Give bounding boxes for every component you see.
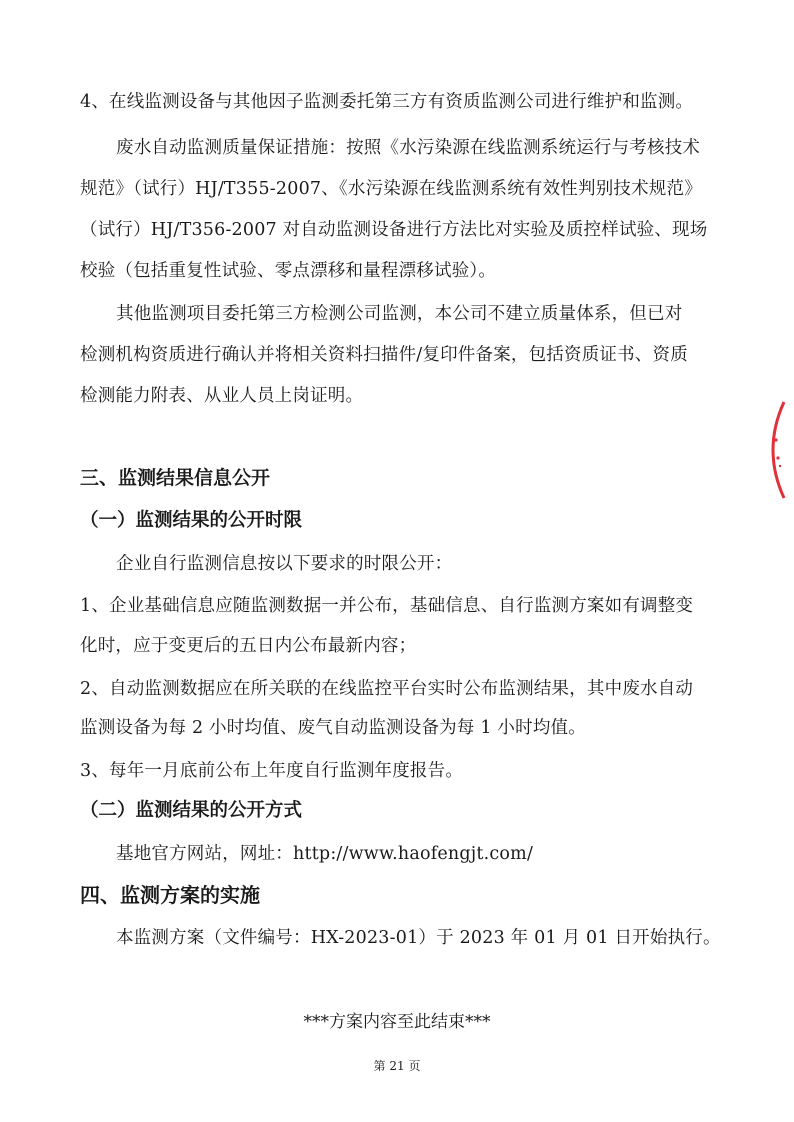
implementation-line: 本监测方案（文件编号：HX-2023-01）于 2023 年 01 月 01 日开始执行。 bbox=[116, 928, 721, 948]
third-party-paragraph-line2: 检测机构资质进行确认并将相关资料扫描件/复印件备案，包括资质证书、资质 bbox=[80, 345, 688, 365]
section4-heading: 四、监测方案的实施 bbox=[80, 883, 260, 907]
qa-paragraph-line1: 废水自动监测质量保证措施：按照《水污染源在线监测系统运行与考核技术 bbox=[116, 138, 701, 158]
qa-paragraph-line4: 校验（包括重复性试验、零点漂移和量程漂移试验）。 bbox=[80, 261, 497, 281]
third-party-paragraph-line1: 其他监测项目委托第三方检测公司监测，本公司不建立质量体系，但已对 bbox=[116, 304, 683, 324]
section3-sub2-heading: （二）监测结果的公开方式 bbox=[80, 800, 303, 821]
page-number: 第 21 页 bbox=[373, 1059, 421, 1073]
disclosure-intro: 企业自行监测信息按以下要求的时限公开： bbox=[116, 554, 453, 574]
seal-stamp-fragment bbox=[754, 400, 794, 500]
third-party-paragraph-line3: 检测能力附表、从业人员上岗证明。 bbox=[80, 386, 364, 406]
item3: 3、每年一月底前公布上年度自行监测年度报告。 bbox=[80, 761, 464, 781]
section3-sub1-heading: （一）监测结果的公开时限 bbox=[80, 510, 303, 531]
section3-heading: 三、监测结果信息公开 bbox=[80, 467, 271, 489]
qa-paragraph-line2: 规范》（试行）HJ/T355-2007、《水污染源在线监测系统有效性判别技术规范》 bbox=[80, 179, 702, 199]
item1-line2: 化时，应于变更后的五日内公布最新内容； bbox=[80, 636, 417, 656]
item2-line2: 监测设备为每 2 小时均值、废气自动监测设备为每 1 小时均值。 bbox=[80, 718, 586, 738]
website-line: 基地官方网站，网址：http://www.haofengjt.com/ bbox=[116, 844, 534, 864]
item2-line1: 2、自动监测数据应在所关联的在线监控平台实时公布监测结果，其中废水自动 bbox=[80, 679, 694, 699]
item1-line1: 1、企业基础信息应随监测数据一并公布，基础信息、自行监测方案如有调整变 bbox=[80, 596, 694, 616]
paragraph-item4: 4、在线监测设备与其他因子监测委托第三方有资质监测公司进行维护和监测。 bbox=[80, 92, 694, 112]
end-note: ***方案内容至此结束*** bbox=[303, 1012, 491, 1032]
qa-paragraph-line3: （试行）HJ/T356-2007 对自动监测设备进行方法比对实验及质控样试验、现场 bbox=[80, 220, 708, 240]
